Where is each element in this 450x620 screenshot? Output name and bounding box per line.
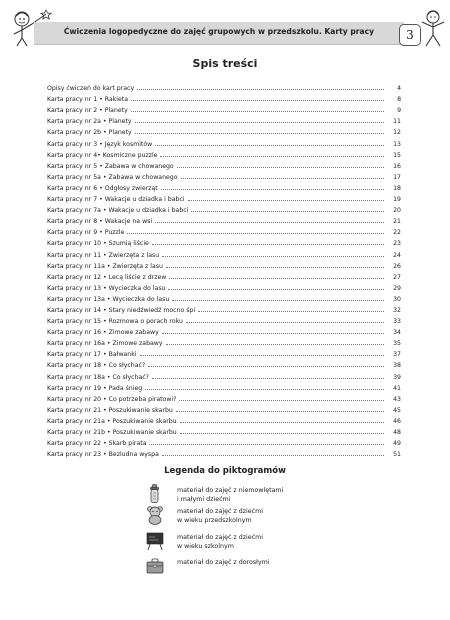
jumping-child-illustration xyxy=(418,8,448,52)
legend-item-line: materiał do zajęć z dziećmi xyxy=(177,534,264,541)
toc-entry-label: Karta pracy nr 14 • Stary niedźwiedź mocno śpi xyxy=(47,306,196,314)
baby-bottle-icon xyxy=(146,484,164,504)
toc-dot-leader xyxy=(140,355,384,356)
toc-dot-leader xyxy=(180,422,384,423)
toc-entry xyxy=(47,436,401,447)
toc-entry-page: 43 xyxy=(393,395,401,403)
toc-entry-page: 21 xyxy=(393,218,401,226)
legend-item-line: materiał do zajęć z niemowlętami xyxy=(177,487,284,494)
legend-item-line: materiał do zajęć z dorosłymi xyxy=(177,559,270,566)
toc-entry-page: 32 xyxy=(393,306,401,314)
toc-entry-label: Karta pracy nr 2b • Planety xyxy=(47,129,132,137)
toc-entry xyxy=(47,259,401,270)
toc-entry xyxy=(47,381,401,392)
teddy-bear-icon xyxy=(146,505,164,525)
toc-entry xyxy=(47,114,401,125)
toc-entry-page: 22 xyxy=(393,229,401,237)
toc-entry-label: Karta pracy nr 13 • Wycieczka do lasu xyxy=(47,284,166,292)
toc-dot-leader xyxy=(180,433,384,434)
toc-entry-label: Karta pracy nr 12 • Lecą liście z drzew xyxy=(47,273,167,281)
toc-entry xyxy=(47,136,401,147)
legend-item-line: i małymi dziećmi xyxy=(177,496,231,503)
toc-entry xyxy=(47,170,401,181)
toc-entry-label: Karta pracy nr 7a • Wakacje u dziadka i babci xyxy=(47,207,189,215)
toc-entry-page: 30 xyxy=(393,295,401,303)
toc-dot-leader xyxy=(191,211,384,212)
toc-dot-leader xyxy=(176,411,384,412)
toc-entry-page: 49 xyxy=(393,440,401,448)
toc-dot-leader xyxy=(149,444,384,445)
toc-entry xyxy=(47,103,401,114)
toc-title: Spis treści xyxy=(192,57,258,70)
toc-entry xyxy=(47,414,401,425)
toc-entry xyxy=(47,159,401,170)
toc-entry xyxy=(47,336,401,347)
toc-entry-page: 48 xyxy=(393,429,401,436)
toc-entry-page: 11 xyxy=(393,118,401,126)
toc-dot-leader xyxy=(179,400,384,401)
toc-entry-label: Karta pracy nr 21b • Poszukiwanie skarbu xyxy=(47,429,177,436)
toc-entry xyxy=(47,325,401,336)
legend-item-line: w wieku przedszkolnym xyxy=(177,517,252,524)
toc-entry xyxy=(47,214,401,225)
toc-dot-leader xyxy=(168,289,384,290)
toc-entry-label: Karta pracy nr 9 • Puzzle xyxy=(47,229,125,237)
toc-entry-page: 23 xyxy=(393,240,401,248)
toc-dot-leader xyxy=(162,333,384,334)
toc-entry xyxy=(47,270,401,281)
toc-dot-leader xyxy=(162,256,384,257)
toc-entry-page: 33 xyxy=(393,318,401,326)
running-header xyxy=(34,22,404,45)
toc-entry-page: 16 xyxy=(393,162,401,170)
toc-entry xyxy=(47,81,401,92)
toc-entry-label: Karta pracy nr 8 • Wakacje na wsi xyxy=(47,218,153,226)
toc-dot-leader xyxy=(161,189,384,190)
toc-entry-page: 41 xyxy=(393,384,401,392)
toc-entry-page: 35 xyxy=(393,340,401,348)
toc-entry-label: Karta pracy nr 3 • Język kosmitów xyxy=(47,140,153,148)
toc-entry-label: Karta pracy nr 6 • Odgłosy zwierząt xyxy=(47,184,158,192)
toc-entry-page: 51 xyxy=(393,451,401,459)
toc-entry-label: Karta pracy nr 22 • Skarb pirata xyxy=(47,440,147,448)
toc-entry-page: 45 xyxy=(393,406,401,414)
toc-entry-label: Karta pracy nr 7 • Wakacje u dziadka i babci xyxy=(47,196,185,204)
chalkboard-icon xyxy=(146,531,164,551)
table-of-contents xyxy=(47,81,401,458)
toc-entry-label: Karta pracy nr 19 • Pada śnieg xyxy=(47,384,143,392)
toc-dot-leader xyxy=(131,100,384,101)
toc-dot-leader xyxy=(127,233,384,234)
toc-entry-page: 20 xyxy=(393,207,401,215)
toc-entry-label: Karta pracy nr 20 • Co potrzeba piratowi? xyxy=(47,395,177,403)
toc-entry xyxy=(47,358,401,369)
legend-item-line: materiał do zajęć z dziećmi xyxy=(177,508,264,515)
legend-title: Legenda do piktogramów xyxy=(164,466,286,476)
toc-entry-page: 46 xyxy=(393,417,401,425)
toc-entry-label: Karta pracy nr 11 • Zwierzęta z lasu xyxy=(47,251,160,259)
toc-entry-page: 13 xyxy=(393,140,401,148)
toc-entry-label: Karta pracy nr 4• Kosmiczne puzzle xyxy=(47,151,158,159)
toc-entry-label: Karta pracy nr 10 • Szumią liście xyxy=(47,240,149,248)
toc-dot-leader xyxy=(186,322,384,323)
toc-dot-leader xyxy=(198,311,384,312)
toc-entry-page: 34 xyxy=(393,329,401,337)
legend-item-line: w wieku szkolnym xyxy=(177,543,234,550)
toc-entry xyxy=(47,192,401,203)
toc-entry-page: 9 xyxy=(397,107,401,115)
toc-entry-page: 39 xyxy=(393,373,401,381)
page-number: 3 xyxy=(399,24,421,46)
toc-entry-page: 24 xyxy=(393,251,401,259)
toc-dot-leader xyxy=(172,300,384,301)
toc-dot-leader xyxy=(169,278,384,279)
toc-entry-page: 27 xyxy=(393,273,401,281)
toc-dot-leader xyxy=(135,133,384,134)
toc-entry-label: Karta pracy nr 21 • Poszukiwanie skarbu xyxy=(47,406,173,414)
toc-entry xyxy=(47,392,401,403)
toc-entry-page: 12 xyxy=(393,129,401,137)
toc-entry xyxy=(47,236,401,247)
toc-entry xyxy=(47,203,401,214)
toc-entry-label: Karta pracy nr 18 • Co słychać? xyxy=(47,362,146,370)
toc-entry-page: 15 xyxy=(393,151,401,159)
toc-dot-leader xyxy=(135,122,384,123)
toc-entry-label: Karta pracy nr 5a • Zabawa w chowanego xyxy=(47,173,178,181)
toc-entry-page: 19 xyxy=(393,196,401,204)
toc-entry-page: 37 xyxy=(393,351,401,359)
toc-entry-label: Karta pracy nr 2 • Planety xyxy=(47,107,128,115)
toc-dot-leader xyxy=(152,378,384,379)
toc-dot-leader xyxy=(166,344,384,345)
toc-entry-page: 26 xyxy=(393,262,401,270)
toc-dot-leader xyxy=(155,145,384,146)
toc-entry-label: Karta pracy nr 5 • Zabawa w chowanego xyxy=(47,162,174,170)
toc-dot-leader xyxy=(162,455,384,456)
toc-dot-leader xyxy=(131,111,384,112)
toc-entry-label: Karta pracy nr 17 • Bałwanki xyxy=(47,351,137,359)
toc-dot-leader xyxy=(181,178,384,179)
toc-entry-label: Karta pracy nr 2a • Planety xyxy=(47,118,132,126)
toc-entry-label: Karta pracy nr 16 • Zimowe zabawy xyxy=(47,329,159,337)
toc-dot-leader xyxy=(166,267,384,268)
toc-entry xyxy=(47,281,401,292)
toc-entry-label: Karta pracy nr 11a • Zwierzęta z lasu xyxy=(47,262,163,270)
toc-entry xyxy=(47,425,401,436)
toc-entry-label: Opisy ćwiczeń do kart pracy xyxy=(47,85,135,93)
toc-entry-page: 8 xyxy=(397,96,401,104)
toc-dot-leader xyxy=(152,244,384,245)
toc-entry-label: Karta pracy nr 1 • Rakieta xyxy=(47,96,128,104)
toc-entry-label: Karta pracy nr 18a • Co słychać? xyxy=(47,373,149,381)
toc-entry-label: Karta pracy nr 13a • Wycieczka do lasu xyxy=(47,295,170,303)
toc-entry-page: 18 xyxy=(393,184,401,192)
toc-entry xyxy=(47,303,401,314)
toc-dot-leader xyxy=(188,200,384,201)
toc-entry-page: 17 xyxy=(393,173,401,181)
toc-dot-leader xyxy=(145,389,384,390)
toc-entry xyxy=(47,347,401,358)
toc-entry xyxy=(47,92,401,103)
toc-dot-leader xyxy=(177,167,384,168)
toc-entry xyxy=(47,125,401,136)
toc-entry-label: Karta pracy nr 15 • Rozmowa o porach roku xyxy=(47,318,183,326)
toc-entry xyxy=(47,148,401,159)
toc-entry-label: Karta pracy nr 16a • Zimowe zabawy xyxy=(47,340,163,348)
toc-entry xyxy=(47,292,401,303)
toc-entry xyxy=(47,225,401,236)
book-title: Ćwiczenia logopedyczne do zajęć grupowych w przedszkolu. Karty pracy xyxy=(63,27,375,36)
toc-entry xyxy=(47,403,401,414)
toc-entry-label: Karta pracy nr 23 • Bezludna wyspa xyxy=(47,451,159,459)
toc-dot-leader xyxy=(155,222,384,223)
toc-dot-leader xyxy=(137,89,384,90)
toc-entry-label: Karta pracy nr 21a • Poszukiwanie skarbu xyxy=(47,417,177,425)
toc-entry-page: 29 xyxy=(393,284,401,292)
toc-dot-leader xyxy=(160,156,384,157)
toc-entry xyxy=(47,181,401,192)
toc-entry xyxy=(47,447,401,458)
briefcase-icon xyxy=(146,556,164,576)
toc-entry xyxy=(47,247,401,258)
toc-entry-page: 4 xyxy=(397,85,401,93)
toc-dot-leader xyxy=(148,366,384,367)
toc-entry-page: 38 xyxy=(393,362,401,370)
toc-entry xyxy=(47,369,401,380)
toc-entry xyxy=(47,314,401,325)
